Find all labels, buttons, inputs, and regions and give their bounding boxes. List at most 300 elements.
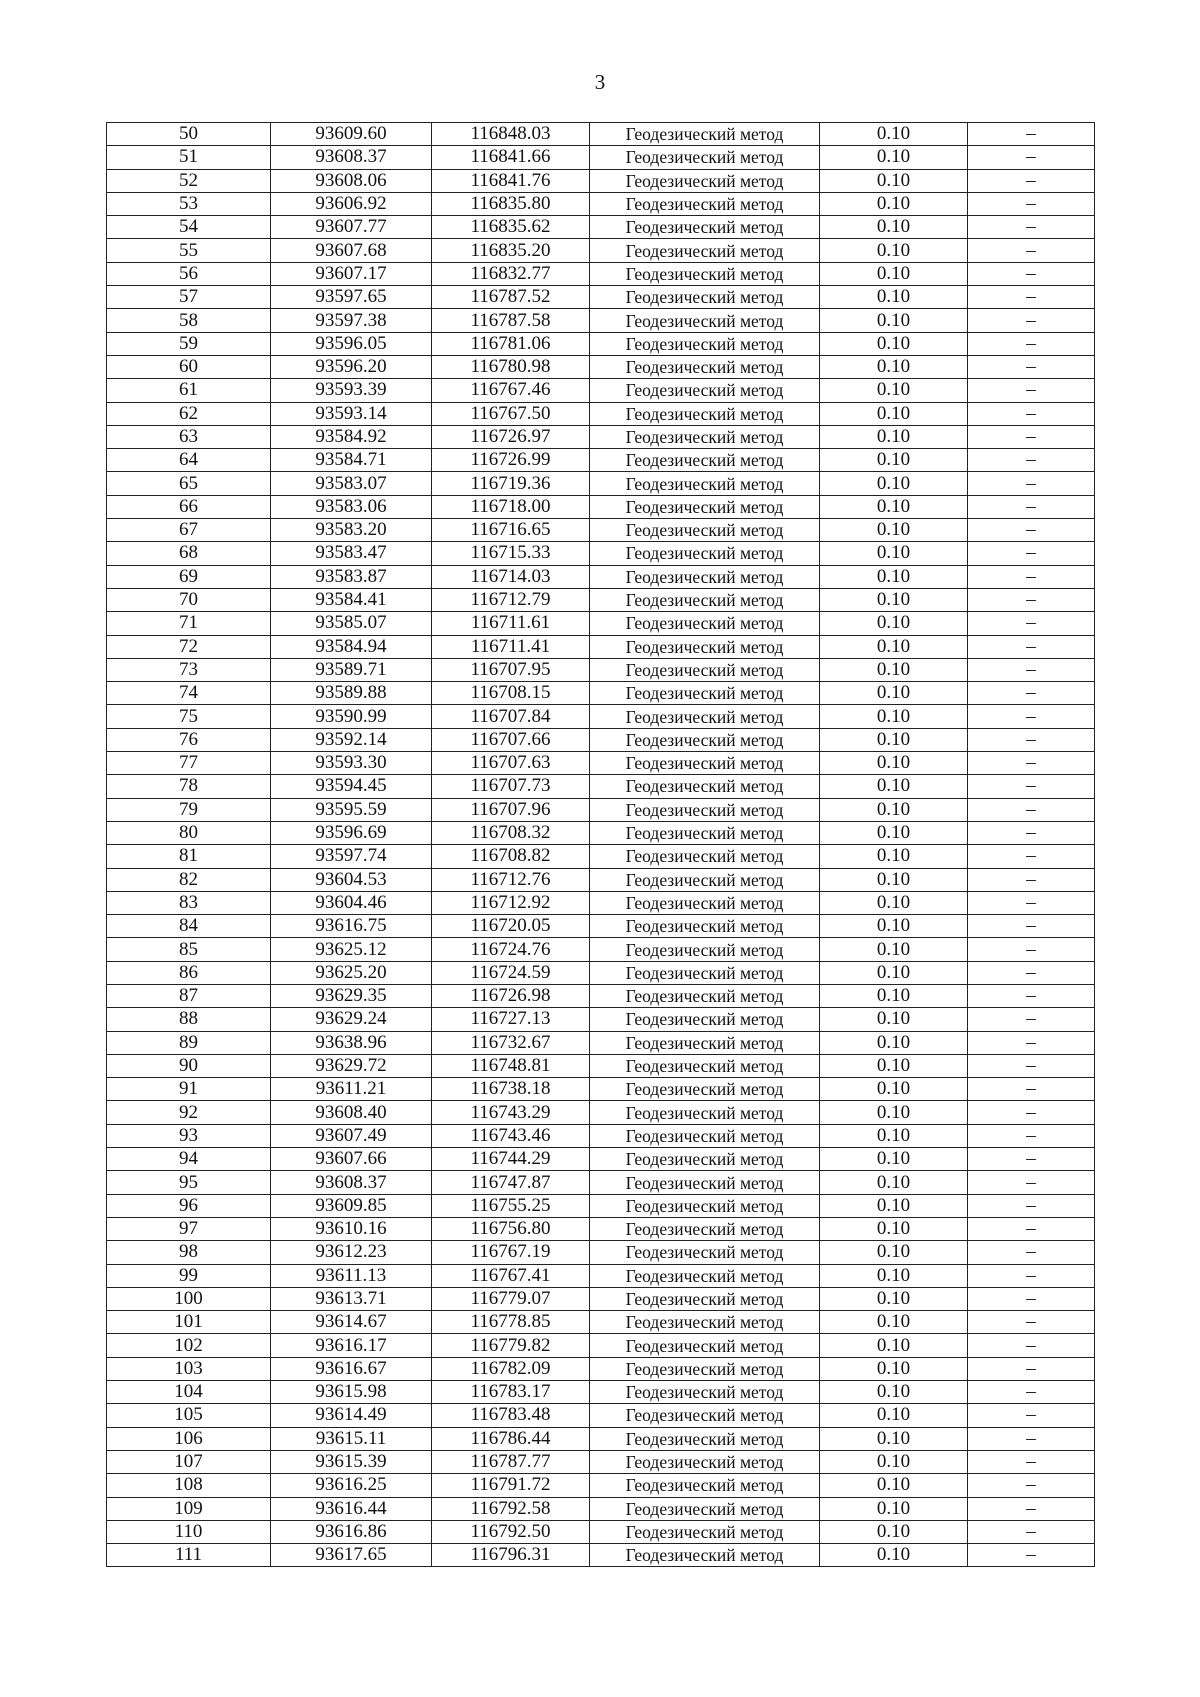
table-row	[107, 449, 1095, 472]
description-cell: –	[968, 705, 1095, 728]
x-coordinate-cell: 93607.77	[271, 216, 432, 239]
description-cell: –	[968, 1427, 1095, 1450]
table-row	[107, 915, 1095, 938]
y-coordinate-cell: 116724.59	[432, 961, 590, 984]
y-coordinate-cell: 116787.52	[432, 286, 590, 309]
method-cell: Геодезический метод	[590, 1101, 820, 1124]
point-number-cell: 101	[107, 1311, 271, 1334]
description-cell: –	[968, 1520, 1095, 1543]
description-cell: –	[968, 588, 1095, 611]
description-cell: –	[968, 1404, 1095, 1427]
x-coordinate-cell: 93608.37	[271, 146, 432, 169]
point-number-cell: 96	[107, 1194, 271, 1217]
table-row	[107, 1427, 1095, 1450]
point-number-cell: 67	[107, 519, 271, 542]
accuracy-cell: 0.10	[820, 146, 968, 169]
y-coordinate-cell: 116711.61	[432, 612, 590, 635]
point-number-cell: 62	[107, 402, 271, 425]
accuracy-cell: 0.10	[820, 1381, 968, 1404]
x-coordinate-cell: 93607.66	[271, 1148, 432, 1171]
method-cell: Геодезический метод	[590, 379, 820, 402]
y-coordinate-cell: 116707.84	[432, 705, 590, 728]
description-cell: –	[968, 938, 1095, 961]
point-number-cell: 64	[107, 449, 271, 472]
method-cell: Геодезический метод	[590, 658, 820, 681]
x-coordinate-cell: 93616.67	[271, 1357, 432, 1380]
description-cell: –	[968, 1054, 1095, 1077]
description-cell: –	[968, 1241, 1095, 1264]
point-number-cell: 103	[107, 1357, 271, 1380]
point-number-cell: 92	[107, 1101, 271, 1124]
table-row	[107, 1544, 1095, 1567]
description-cell: –	[968, 984, 1095, 1007]
point-number-cell: 58	[107, 309, 271, 332]
point-number-cell: 89	[107, 1031, 271, 1054]
table-row	[107, 1334, 1095, 1357]
method-cell: Геодезический метод	[590, 1171, 820, 1194]
point-number-cell: 73	[107, 658, 271, 681]
y-coordinate-cell: 116726.99	[432, 449, 590, 472]
accuracy-cell: 0.10	[820, 169, 968, 192]
method-cell: Геодезический метод	[590, 239, 820, 262]
description-cell: –	[968, 146, 1095, 169]
accuracy-cell: 0.10	[820, 612, 968, 635]
table-row	[107, 938, 1095, 961]
accuracy-cell: 0.10	[820, 1217, 968, 1240]
x-coordinate-cell: 93616.44	[271, 1497, 432, 1520]
accuracy-cell: 0.10	[820, 519, 968, 542]
x-coordinate-cell: 93584.41	[271, 588, 432, 611]
point-number-cell: 77	[107, 752, 271, 775]
y-coordinate-cell: 116707.66	[432, 728, 590, 751]
table-row	[107, 1031, 1095, 1054]
table-row	[107, 472, 1095, 495]
description-cell: –	[968, 635, 1095, 658]
x-coordinate-cell: 93593.39	[271, 379, 432, 402]
table-row	[107, 262, 1095, 285]
y-coordinate-cell: 116744.29	[432, 1148, 590, 1171]
accuracy-cell: 0.10	[820, 542, 968, 565]
x-coordinate-cell: 93583.06	[271, 495, 432, 518]
method-cell: Геодезический метод	[590, 1287, 820, 1310]
x-coordinate-cell: 93583.87	[271, 565, 432, 588]
y-coordinate-cell: 116786.44	[432, 1427, 590, 1450]
accuracy-cell: 0.10	[820, 1427, 968, 1450]
accuracy-cell: 0.10	[820, 891, 968, 914]
table-row	[107, 775, 1095, 798]
description-cell: –	[968, 216, 1095, 239]
x-coordinate-cell: 93616.25	[271, 1474, 432, 1497]
y-coordinate-cell: 116792.50	[432, 1520, 590, 1543]
y-coordinate-cell: 116707.73	[432, 775, 590, 798]
method-cell: Геодезический метод	[590, 262, 820, 285]
table-row	[107, 379, 1095, 402]
x-coordinate-cell: 93604.46	[271, 891, 432, 914]
table-row	[107, 984, 1095, 1007]
point-number-cell: 66	[107, 495, 271, 518]
description-cell: –	[968, 425, 1095, 448]
method-cell: Геодезический метод	[590, 472, 820, 495]
accuracy-cell: 0.10	[820, 1194, 968, 1217]
y-coordinate-cell: 116783.17	[432, 1381, 590, 1404]
y-coordinate-cell: 116743.46	[432, 1124, 590, 1147]
description-cell: –	[968, 519, 1095, 542]
accuracy-cell: 0.10	[820, 262, 968, 285]
method-cell: Геодезический метод	[590, 1520, 820, 1543]
x-coordinate-cell: 93608.06	[271, 169, 432, 192]
y-coordinate-cell: 116791.72	[432, 1474, 590, 1497]
description-cell: –	[968, 495, 1095, 518]
x-coordinate-cell: 93611.13	[271, 1264, 432, 1287]
accuracy-cell: 0.10	[820, 588, 968, 611]
y-coordinate-cell: 116743.29	[432, 1101, 590, 1124]
page-number: 3	[594, 70, 606, 94]
x-coordinate-cell: 93585.07	[271, 612, 432, 635]
x-coordinate-cell: 93590.99	[271, 705, 432, 728]
description-cell: –	[968, 262, 1095, 285]
y-coordinate-cell: 116708.82	[432, 845, 590, 868]
point-number-cell: 87	[107, 984, 271, 1007]
y-coordinate-cell: 116767.50	[432, 402, 590, 425]
accuracy-cell: 0.10	[820, 798, 968, 821]
description-cell: –	[968, 682, 1095, 705]
table-row	[107, 1520, 1095, 1543]
x-coordinate-cell: 93615.11	[271, 1427, 432, 1450]
description-cell: –	[968, 1544, 1095, 1567]
accuracy-cell: 0.10	[820, 1054, 968, 1077]
x-coordinate-cell: 93583.07	[271, 472, 432, 495]
method-cell: Геодезический метод	[590, 332, 820, 355]
point-number-cell: 84	[107, 915, 271, 938]
accuracy-cell: 0.10	[820, 379, 968, 402]
x-coordinate-cell: 93625.20	[271, 961, 432, 984]
point-number-cell: 59	[107, 332, 271, 355]
description-cell: –	[968, 915, 1095, 938]
y-coordinate-cell: 116707.95	[432, 658, 590, 681]
y-coordinate-cell: 116767.46	[432, 379, 590, 402]
description-cell: –	[968, 1194, 1095, 1217]
accuracy-cell: 0.10	[820, 915, 968, 938]
accuracy-cell: 0.10	[820, 1264, 968, 1287]
method-cell: Геодезический метод	[590, 402, 820, 425]
y-coordinate-cell: 116787.77	[432, 1450, 590, 1473]
x-coordinate-cell: 93583.20	[271, 519, 432, 542]
x-coordinate-cell: 93617.65	[271, 1544, 432, 1567]
method-cell: Геодезический метод	[590, 286, 820, 309]
description-cell: –	[968, 1334, 1095, 1357]
accuracy-cell: 0.10	[820, 1404, 968, 1427]
x-coordinate-cell: 93607.17	[271, 262, 432, 285]
x-coordinate-cell: 93609.60	[271, 123, 432, 146]
table-row	[107, 845, 1095, 868]
coordinates-table	[106, 122, 1095, 1567]
y-coordinate-cell: 116707.96	[432, 798, 590, 821]
x-coordinate-cell: 93595.59	[271, 798, 432, 821]
accuracy-cell: 0.10	[820, 1311, 968, 1334]
description-cell: –	[968, 355, 1095, 378]
y-coordinate-cell: 116848.03	[432, 123, 590, 146]
table-row	[107, 752, 1095, 775]
method-cell: Геодезический метод	[590, 728, 820, 751]
point-number-cell: 54	[107, 216, 271, 239]
y-coordinate-cell: 116778.85	[432, 1311, 590, 1334]
y-coordinate-cell: 116779.07	[432, 1287, 590, 1310]
point-number-cell: 98	[107, 1241, 271, 1264]
method-cell: Геодезический метод	[590, 425, 820, 448]
point-number-cell: 71	[107, 612, 271, 635]
x-coordinate-cell: 93594.45	[271, 775, 432, 798]
table-row	[107, 1450, 1095, 1473]
accuracy-cell: 0.10	[820, 286, 968, 309]
y-coordinate-cell: 116724.76	[432, 938, 590, 961]
point-number-cell: 104	[107, 1381, 271, 1404]
description-cell: –	[968, 332, 1095, 355]
x-coordinate-cell: 93584.71	[271, 449, 432, 472]
description-cell: –	[968, 1101, 1095, 1124]
method-cell: Геодезический метод	[590, 798, 820, 821]
y-coordinate-cell: 116712.92	[432, 891, 590, 914]
method-cell: Геодезический метод	[590, 961, 820, 984]
table-row	[107, 169, 1095, 192]
description-cell: –	[968, 1078, 1095, 1101]
y-coordinate-cell: 116779.82	[432, 1334, 590, 1357]
x-coordinate-cell: 93615.39	[271, 1450, 432, 1473]
x-coordinate-cell: 93638.96	[271, 1031, 432, 1054]
point-number-cell: 65	[107, 472, 271, 495]
y-coordinate-cell: 116727.13	[432, 1008, 590, 1031]
accuracy-cell: 0.10	[820, 565, 968, 588]
y-coordinate-cell: 116708.32	[432, 821, 590, 844]
x-coordinate-cell: 93606.92	[271, 192, 432, 215]
table-row	[107, 123, 1095, 146]
method-cell: Геодезический метод	[590, 1474, 820, 1497]
method-cell: Геодезический метод	[590, 309, 820, 332]
method-cell: Геодезический метод	[590, 123, 820, 146]
description-cell: –	[968, 1124, 1095, 1147]
description-cell: –	[968, 1381, 1095, 1404]
x-coordinate-cell: 93596.05	[271, 332, 432, 355]
table-row	[107, 1124, 1095, 1147]
method-cell: Геодезический метод	[590, 1008, 820, 1031]
method-cell: Геодезический метод	[590, 192, 820, 215]
y-coordinate-cell: 116835.20	[432, 239, 590, 262]
accuracy-cell: 0.10	[820, 938, 968, 961]
method-cell: Геодезический метод	[590, 169, 820, 192]
y-coordinate-cell: 116714.03	[432, 565, 590, 588]
description-cell: –	[968, 658, 1095, 681]
table-row	[107, 658, 1095, 681]
method-cell: Геодезический метод	[590, 868, 820, 891]
table-row	[107, 728, 1095, 751]
x-coordinate-cell: 93607.49	[271, 1124, 432, 1147]
accuracy-cell: 0.10	[820, 1171, 968, 1194]
description-cell: –	[968, 1497, 1095, 1520]
y-coordinate-cell: 116748.81	[432, 1054, 590, 1077]
method-cell: Геодезический метод	[590, 938, 820, 961]
x-coordinate-cell: 93629.24	[271, 1008, 432, 1031]
method-cell: Геодезический метод	[590, 216, 820, 239]
table-row	[107, 519, 1095, 542]
table-row	[107, 286, 1095, 309]
table-row	[107, 612, 1095, 635]
description-cell: –	[968, 728, 1095, 751]
description-cell: –	[968, 1148, 1095, 1171]
coordinates-table-body	[107, 123, 1095, 1567]
accuracy-cell: 0.10	[820, 658, 968, 681]
description-cell: –	[968, 1287, 1095, 1310]
table-row	[107, 705, 1095, 728]
y-coordinate-cell: 116835.80	[432, 192, 590, 215]
point-number-cell: 94	[107, 1148, 271, 1171]
accuracy-cell: 0.10	[820, 1357, 968, 1380]
description-cell: –	[968, 821, 1095, 844]
method-cell: Геодезический метод	[590, 1544, 820, 1567]
accuracy-cell: 0.10	[820, 495, 968, 518]
table-row	[107, 1311, 1095, 1334]
method-cell: Геодезический метод	[590, 612, 820, 635]
x-coordinate-cell: 93613.71	[271, 1287, 432, 1310]
accuracy-cell: 0.10	[820, 1148, 968, 1171]
method-cell: Геодезический метод	[590, 635, 820, 658]
table-row	[107, 309, 1095, 332]
table-row	[107, 1287, 1095, 1310]
x-coordinate-cell: 93583.47	[271, 542, 432, 565]
description-cell: –	[968, 239, 1095, 262]
y-coordinate-cell: 116719.36	[432, 472, 590, 495]
point-number-cell: 70	[107, 588, 271, 611]
y-coordinate-cell: 116711.41	[432, 635, 590, 658]
description-cell: –	[968, 612, 1095, 635]
x-coordinate-cell: 93593.14	[271, 402, 432, 425]
accuracy-cell: 0.10	[820, 449, 968, 472]
point-number-cell: 81	[107, 845, 271, 868]
description-cell: –	[968, 1008, 1095, 1031]
point-number-cell: 68	[107, 542, 271, 565]
y-coordinate-cell: 116767.41	[432, 1264, 590, 1287]
point-number-cell: 80	[107, 821, 271, 844]
y-coordinate-cell: 116712.76	[432, 868, 590, 891]
point-number-cell: 91	[107, 1078, 271, 1101]
method-cell: Геодезический метод	[590, 588, 820, 611]
table-row	[107, 332, 1095, 355]
table-row	[107, 1101, 1095, 1124]
x-coordinate-cell: 93607.68	[271, 239, 432, 262]
x-coordinate-cell: 93615.98	[271, 1381, 432, 1404]
description-cell: –	[968, 449, 1095, 472]
point-number-cell: 95	[107, 1171, 271, 1194]
point-number-cell: 74	[107, 682, 271, 705]
x-coordinate-cell: 93614.49	[271, 1404, 432, 1427]
x-coordinate-cell: 93584.92	[271, 425, 432, 448]
y-coordinate-cell: 116712.79	[432, 588, 590, 611]
description-cell: –	[968, 1474, 1095, 1497]
table-row	[107, 1357, 1095, 1380]
table-row	[107, 1474, 1095, 1497]
description-cell: –	[968, 472, 1095, 495]
y-coordinate-cell: 116738.18	[432, 1078, 590, 1101]
method-cell: Геодезический метод	[590, 355, 820, 378]
method-cell: Геодезический метод	[590, 495, 820, 518]
accuracy-cell: 0.10	[820, 1287, 968, 1310]
y-coordinate-cell: 116726.97	[432, 425, 590, 448]
accuracy-cell: 0.10	[820, 1474, 968, 1497]
description-cell: –	[968, 309, 1095, 332]
method-cell: Геодезический метод	[590, 1357, 820, 1380]
point-number-cell: 82	[107, 868, 271, 891]
point-number-cell: 53	[107, 192, 271, 215]
point-number-cell: 78	[107, 775, 271, 798]
accuracy-cell: 0.10	[820, 1078, 968, 1101]
description-cell: –	[968, 1264, 1095, 1287]
table-row	[107, 402, 1095, 425]
accuracy-cell: 0.10	[820, 752, 968, 775]
x-coordinate-cell: 93629.35	[271, 984, 432, 1007]
point-number-cell: 102	[107, 1334, 271, 1357]
table-row	[107, 355, 1095, 378]
y-coordinate-cell: 116756.80	[432, 1217, 590, 1240]
x-coordinate-cell: 93616.17	[271, 1334, 432, 1357]
method-cell: Геодезический метод	[590, 705, 820, 728]
x-coordinate-cell: 93596.20	[271, 355, 432, 378]
accuracy-cell: 0.10	[820, 1544, 968, 1567]
y-coordinate-cell: 116832.77	[432, 262, 590, 285]
accuracy-cell: 0.10	[820, 868, 968, 891]
description-cell: –	[968, 868, 1095, 891]
accuracy-cell: 0.10	[820, 239, 968, 262]
table-row	[107, 1241, 1095, 1264]
x-coordinate-cell: 93604.53	[271, 868, 432, 891]
accuracy-cell: 0.10	[820, 402, 968, 425]
method-cell: Геодезический метод	[590, 542, 820, 565]
x-coordinate-cell: 93612.23	[271, 1241, 432, 1264]
description-cell: –	[968, 565, 1095, 588]
table-row	[107, 891, 1095, 914]
table-row	[107, 1497, 1095, 1520]
point-number-cell: 109	[107, 1497, 271, 1520]
y-coordinate-cell: 116787.58	[432, 309, 590, 332]
point-number-cell: 88	[107, 1008, 271, 1031]
point-number-cell: 100	[107, 1287, 271, 1310]
point-number-cell: 99	[107, 1264, 271, 1287]
method-cell: Геодезический метод	[590, 519, 820, 542]
table-row	[107, 588, 1095, 611]
method-cell: Геодезический метод	[590, 1404, 820, 1427]
description-cell: –	[968, 1450, 1095, 1473]
method-cell: Геодезический метод	[590, 821, 820, 844]
x-coordinate-cell: 93616.86	[271, 1520, 432, 1543]
method-cell: Геодезический метод	[590, 1264, 820, 1287]
method-cell: Геодезический метод	[590, 1217, 820, 1240]
table-row	[107, 1194, 1095, 1217]
y-coordinate-cell: 116841.76	[432, 169, 590, 192]
table-row	[107, 425, 1095, 448]
accuracy-cell: 0.10	[820, 1101, 968, 1124]
accuracy-cell: 0.10	[820, 961, 968, 984]
table-row	[107, 868, 1095, 891]
accuracy-cell: 0.10	[820, 682, 968, 705]
accuracy-cell: 0.10	[820, 984, 968, 1007]
accuracy-cell: 0.10	[820, 1334, 968, 1357]
accuracy-cell: 0.10	[820, 775, 968, 798]
table-row	[107, 821, 1095, 844]
point-number-cell: 110	[107, 1520, 271, 1543]
method-cell: Геодезический метод	[590, 1124, 820, 1147]
point-number-cell: 50	[107, 123, 271, 146]
x-coordinate-cell: 93593.30	[271, 752, 432, 775]
table-row	[107, 146, 1095, 169]
method-cell: Геодезический метод	[590, 775, 820, 798]
accuracy-cell: 0.10	[820, 1124, 968, 1147]
